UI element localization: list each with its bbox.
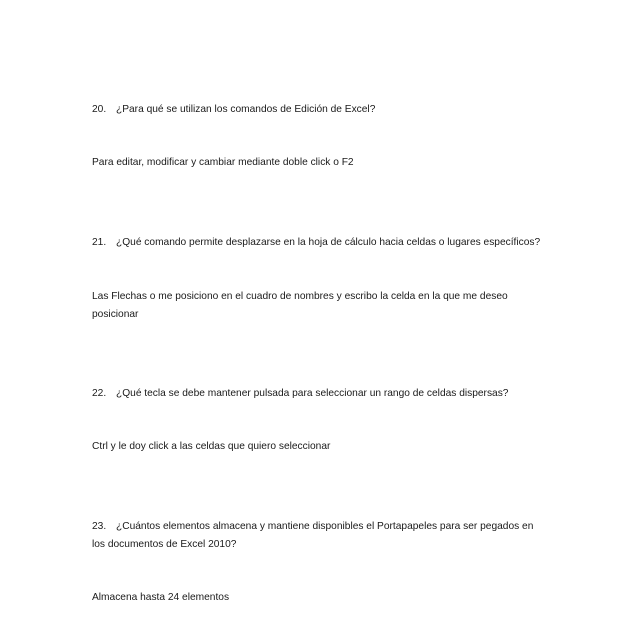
answer-21: Las Flechas o me posiciono en el cuadro de nombres y escribo la celda en la que me deseo posicionar [92, 291, 508, 320]
question-number: 23. [92, 521, 107, 532]
question-22 [92, 385, 562, 403]
question-text: ¿Para qué se utilizan los comandos de Edición de Excel? [116, 104, 376, 115]
question-20 [92, 101, 562, 119]
question-number: 20. [92, 104, 107, 115]
question-text: ¿Qué tecla se debe mantener pulsada para seleccionar un rango de celdas dispersas? [116, 388, 509, 399]
answer-20: Para editar, modificar y cambiar mediante doble click o F2 [92, 157, 354, 168]
question-23 [92, 518, 547, 554]
question-number: 22. [92, 388, 107, 399]
question-21 [92, 234, 562, 252]
question-text: ¿Cuántos elementos almacena y mantiene disponibles el Portapapeles para ser pegados en los documentos de Excel 2010? [92, 521, 534, 550]
answer-23: Almacena hasta 24 elementos [92, 592, 230, 603]
answer-22: Ctrl y le doy click a las celdas que quiero seleccionar [92, 441, 331, 452]
question-text: ¿Qué comando permite desplazarse en la hoja de cálculo hacia celdas o lugares específicos? [116, 237, 541, 248]
question-number: 21. [92, 237, 107, 248]
